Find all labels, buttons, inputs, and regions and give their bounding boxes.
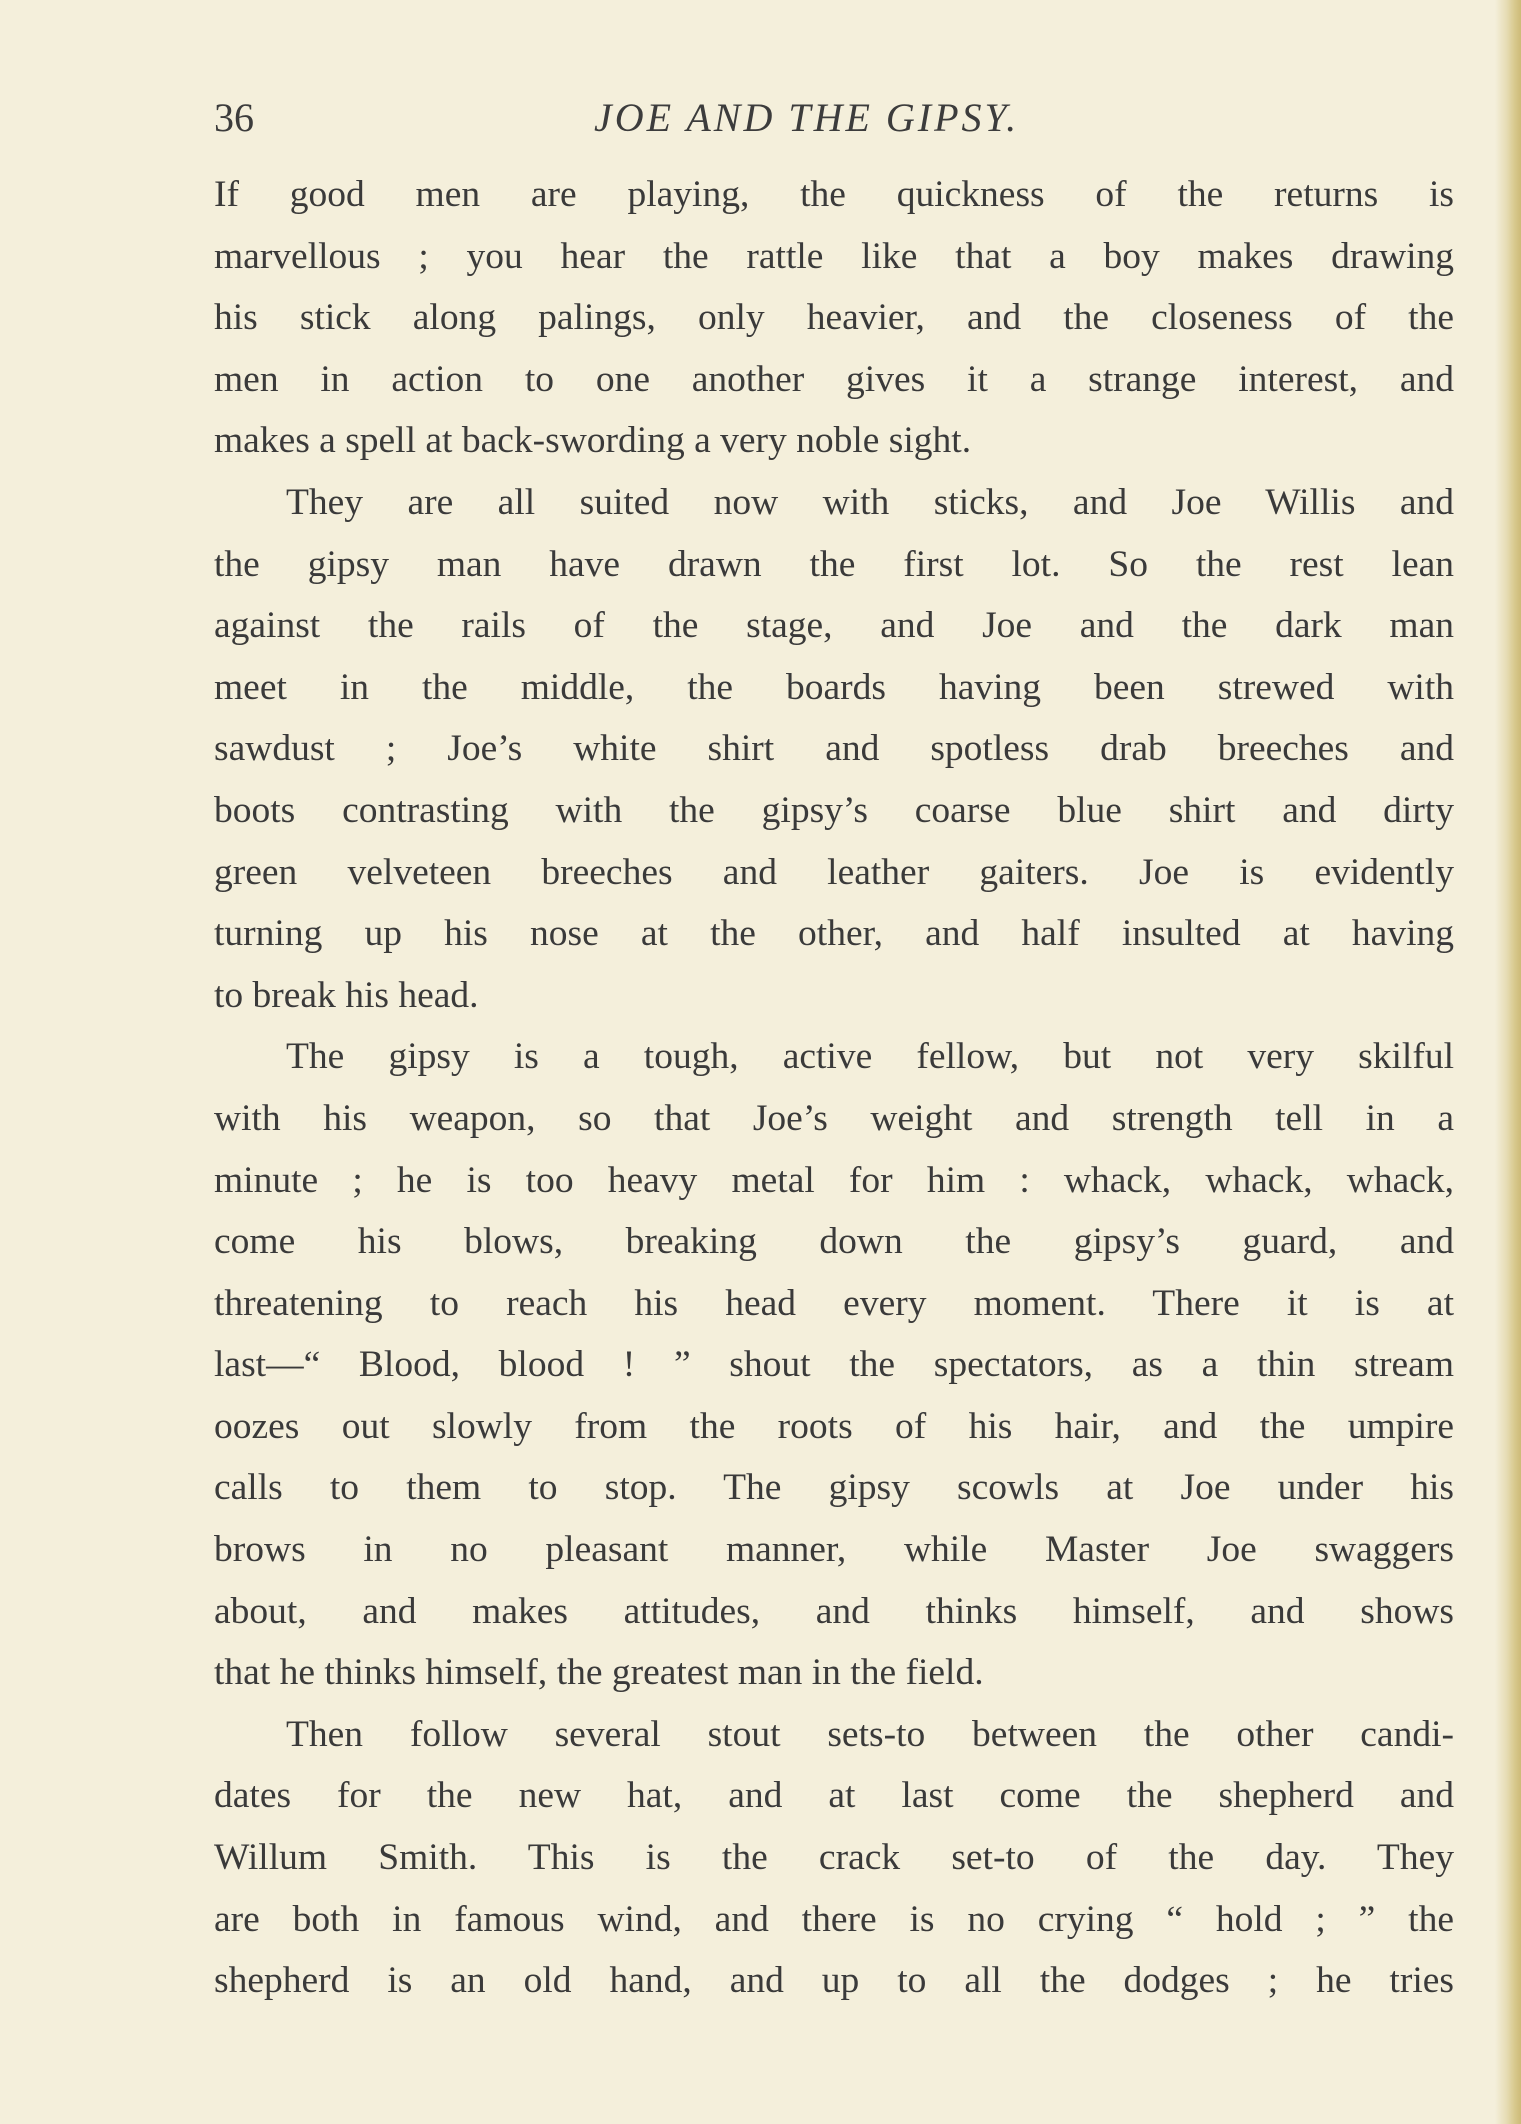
text-line: oozes out slowly from the roots of his hair, and the umpire: [214, 1405, 1454, 1447]
page-number: 36: [214, 95, 254, 140]
text-line: to break his head.: [214, 974, 479, 1016]
text-line: makes a spell at back-swording a very noble sight.: [214, 420, 972, 462]
text-line: Willum Smith. This is the crack set-to of the day. They: [214, 1837, 1454, 1879]
text-line: threatening to reach his head every moment. There it is at: [214, 1282, 1454, 1324]
text-line: his stick along palings, only heavier, and the closeness of the: [214, 297, 1454, 339]
paragraph: [214, 1704, 1454, 2012]
text-line: If good men are playing, the quickness of the returns is: [214, 174, 1454, 215]
text-line: calls to them to stop. The gipsy scowls at Joe under his: [214, 1467, 1454, 1509]
text-line: brows in no pleasant manner, while Master Joe swaggers: [214, 1529, 1454, 1571]
text-line: meet in the middle, the boards having been strewed with: [214, 666, 1454, 708]
text-line: The gipsy is a tough, active fellow, but not very skilful: [286, 1036, 1454, 1078]
text-line: men in action to one another gives it a strange interest, and: [214, 358, 1454, 400]
paragraph: [214, 164, 1454, 472]
text-line: marvellous ; you hear the rattle like that a boy makes drawing: [214, 235, 1454, 277]
text-line: with his weapon, so that Joe’s weight and strength tell in a: [214, 1097, 1454, 1139]
text-line: shepherd is an old hand, and up to all the dodges ; he tries: [214, 1960, 1454, 2002]
text-line: dates for the new hat, and at last come the shepherd and: [214, 1775, 1454, 1817]
text-line: are both in famous wind, and there is no crying “ hold ; ” the: [214, 1898, 1454, 1940]
running-title: JOE AND THE GIPSY.: [594, 95, 1020, 140]
text-line: that he thinks himself, the greatest man in the field.: [214, 1652, 984, 1694]
body-text: [214, 164, 1454, 2012]
page-edge-shadow: [1495, 0, 1521, 2124]
text-line: sawdust ; Joe’s white shirt and spotless drab breeches and: [214, 728, 1454, 770]
paragraph: [214, 1026, 1454, 1704]
text-line: about, and makes attitudes, and thinks himself, and shows: [214, 1590, 1454, 1632]
text-line: green velveteen breeches and leather gaiters. Joe is evidently: [214, 851, 1454, 893]
text-line: turning up his nose at the other, and half insulted at having: [214, 913, 1454, 955]
text-line: They are all suited now with sticks, and Joe Willis and: [286, 481, 1454, 523]
text-line: the gipsy man have drawn the first lot. So the rest lean: [214, 543, 1454, 585]
text-line: come his blows, breaking down the gipsy’s guard, and: [214, 1221, 1454, 1263]
paragraph: [214, 472, 1454, 1026]
running-head: [214, 92, 1454, 152]
text-line: Then follow several stout sets-to between the other candi-: [286, 1713, 1454, 1755]
text-line: boots contrasting with the gipsy’s coarse blue shirt and dirty: [214, 789, 1454, 831]
text-line: last—“ Blood, blood ! ” shout the spectators, as a thin stream: [214, 1344, 1454, 1386]
text-line: minute ; he is too heavy metal for him : whack, whack, whack,: [214, 1159, 1454, 1201]
text-line: against the rails of the stage, and Joe and the dark man: [214, 605, 1454, 647]
